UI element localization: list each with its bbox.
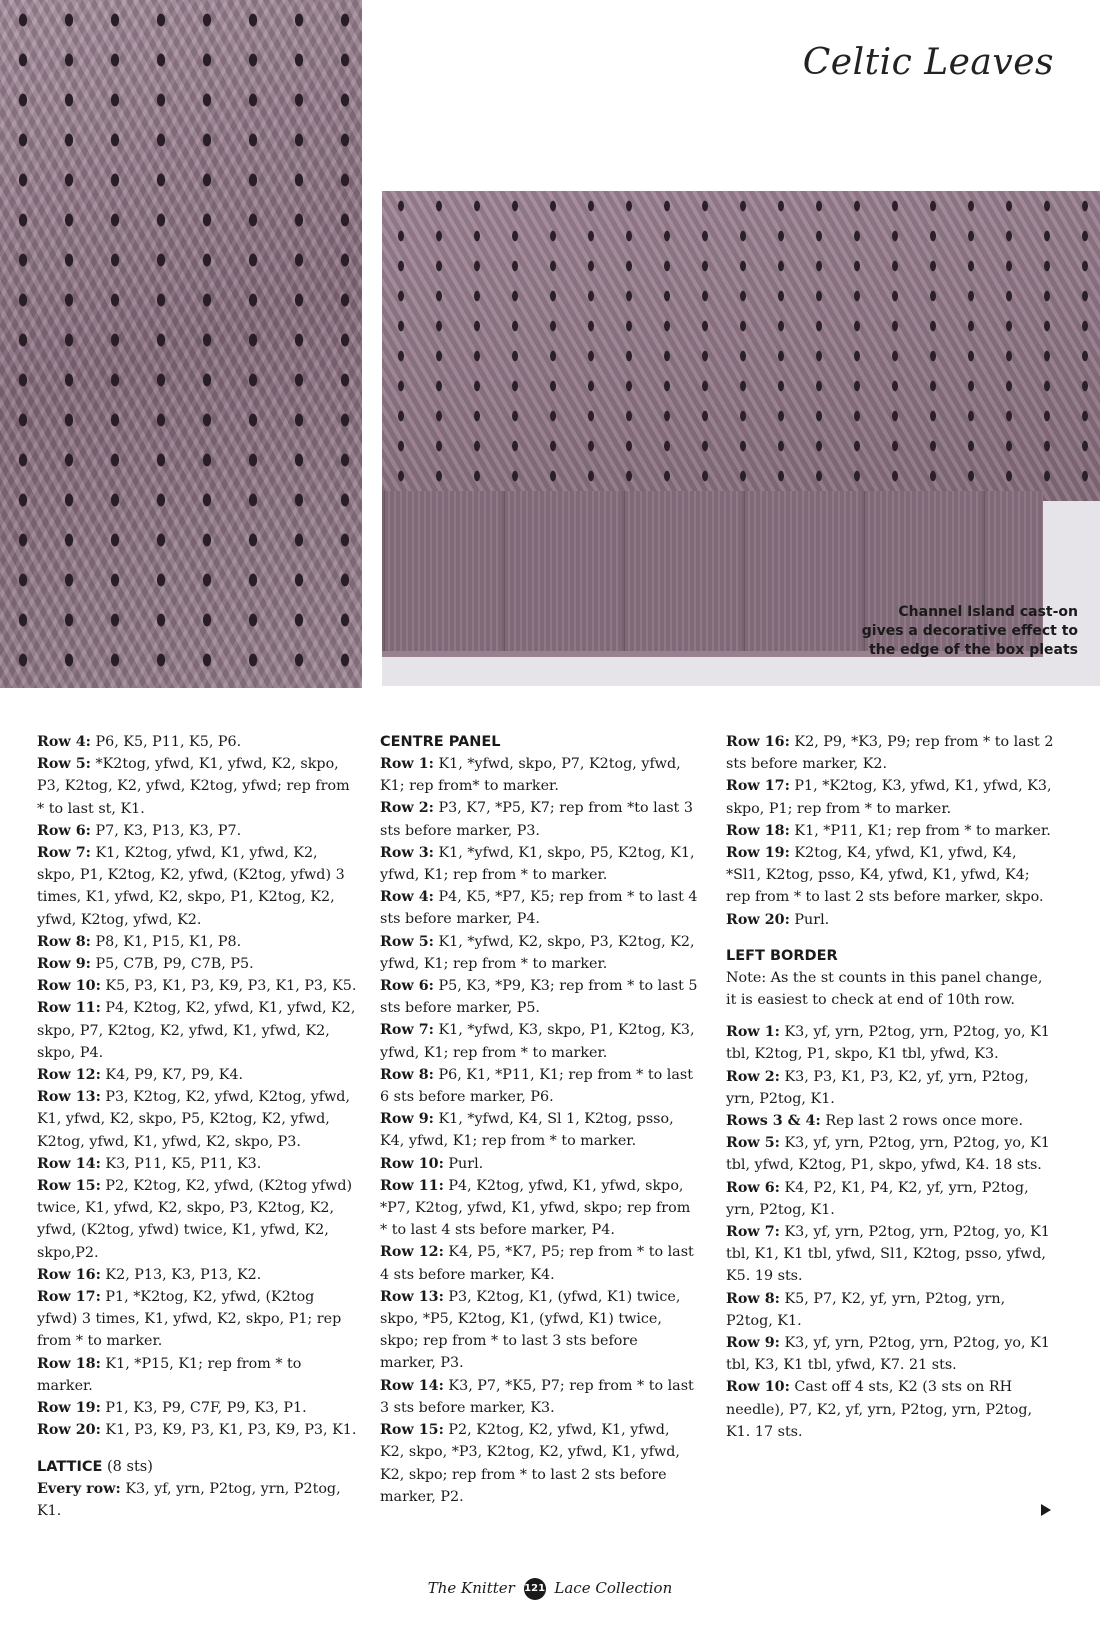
pattern-row [726, 1376, 1056, 1443]
row-label: Row 5: [726, 1135, 780, 1152]
pattern-row [726, 775, 1056, 819]
row-instructions: P2, K2tog, K2, yfwd, (K2tog yfwd) twice, K1, yfwd, K2, skpo, P3, K2tog, K2, yfwd, (K2tog, yfwd) twice, K1, yfwd, K2, skpo,P2. [37, 1178, 353, 1261]
pattern-row [37, 753, 357, 820]
row-label: Row 13: [380, 1288, 444, 1305]
pattern-row [37, 1478, 357, 1522]
row-label: Row 16: [726, 734, 790, 750]
pattern-row [380, 842, 698, 886]
pattern-row [37, 1353, 357, 1397]
row-label: Row 17: [37, 1289, 101, 1306]
section-heading-lattice: LATTICE (8 sts) [37, 1458, 153, 1475]
row-label: Row 12: [380, 1244, 444, 1261]
row-instructions: K1, *yfwd, skpo, P7, K2tog, yfwd, K1; rep from* to marker. [380, 756, 681, 795]
pattern-row [37, 1086, 357, 1153]
pattern-row [37, 953, 357, 975]
text-column-3 [726, 731, 1056, 1443]
row-label: Row 10: [380, 1155, 444, 1172]
row-label: Row 7: [37, 845, 91, 862]
row-label: Row 19: [37, 1400, 101, 1417]
row-instructions: K3, P7, *K5, P7; rep from * to last 3 sts before marker, K3. [380, 1377, 694, 1416]
pattern-row [37, 997, 357, 1064]
pattern-row [380, 797, 698, 841]
row-label: Row 12: [37, 1067, 101, 1084]
row-label: Row 15: [380, 1422, 444, 1439]
section-heading-centre-panel: CENTRE PANEL [380, 734, 501, 750]
pattern-row [726, 1132, 1056, 1176]
row-label: Row 6: [726, 1179, 780, 1196]
pattern-row [380, 1375, 698, 1419]
row-instructions: K1, P3, K9, P3, K1, P3, K9, P3, K1. [100, 1422, 357, 1439]
row-instructions: P8, K1, P15, K1, P8. [90, 933, 242, 950]
row-instructions: P1, *K2tog, K2, yfwd, (K2tog yfwd) 3 times, K1, yfwd, K2, skpo, P1; rep from * to marker. [37, 1289, 342, 1350]
centre-panel-continued-rows [726, 731, 1056, 931]
pattern-row [726, 1110, 1056, 1132]
pattern-row [37, 731, 357, 753]
pattern-row [380, 975, 698, 1019]
row-label: Row 9: [380, 1111, 434, 1128]
row-instructions: K2, P9, *K3, P9; rep from * to last 2 sts before marker, K2. [726, 734, 1054, 773]
row-instructions: P3, K7, *P5, K7; rep from *to last 3 sts before marker, P3. [380, 800, 693, 839]
pattern-row [37, 1419, 357, 1441]
row-instructions: P5, C7B, P9, C7B, P5. [90, 956, 254, 973]
left-border-note: Note: As the st counts in this panel change, it is easiest to check at end of 10th row. [726, 969, 1043, 1009]
row-label: Row 5: [380, 933, 434, 950]
row-instructions: P6, K1, *P11, K1; rep from * to last 6 sts before marker, P6. [380, 1066, 693, 1106]
centre-panel-rows-list [380, 753, 698, 1508]
pattern-row [380, 1175, 698, 1242]
row-instructions: K3, P3, K1, P3, K2, yf, yrn, P2tog, yrn, P2tog, K1. [726, 1068, 1029, 1107]
pattern-row [380, 1286, 698, 1375]
lace-swatch-photo [0, 0, 362, 688]
pattern-row [380, 1064, 698, 1108]
row-instructions: K1, K2tog, yfwd, K1, yfwd, K2, skpo, P1, K2tog, K2, yfwd, (K2tog, yfwd) 3 times, K1, yfwd, K2, skpo, P1, K2tog, K2, yfwd, K2tog, yfwd, K2. [37, 845, 345, 928]
row-instructions: K1, *yfwd, K3, skpo, P1, K2tog, K3, yfwd, K1; rep from * to marker. [380, 1022, 695, 1061]
pattern-row [37, 842, 357, 931]
pattern-row [37, 1153, 357, 1175]
row-label: Row 20: [37, 1422, 101, 1439]
row-instructions: Purl. [443, 1155, 484, 1172]
pattern-row [37, 1397, 357, 1419]
page-number-badge: 121 [524, 1578, 546, 1600]
pattern-row [726, 1221, 1056, 1288]
row-label: Row 10: [37, 978, 101, 995]
pattern-row [380, 1153, 698, 1175]
row-label: Row 20: [726, 911, 790, 928]
row-label: Row 18: [726, 822, 790, 839]
row-label: Row 1: [380, 756, 434, 772]
row-label: Row 4: [380, 889, 434, 906]
footer-collection-name: Lace Collection [554, 1579, 673, 1597]
pattern-row [380, 753, 698, 797]
pattern-row [37, 1286, 357, 1353]
row-instructions: K3, yf, yrn, P2tog, yrn, P2tog, yo, K1 tbl, K1, K1 tbl, yfwd, Sl1, K2tog, psso, yfwd, K5. 19 sts. [726, 1224, 1050, 1285]
row-instructions: K1, *yfwd, K4, Sl 1, K2tog, psso, K4, yfwd, K1; rep from * to marker. [380, 1111, 674, 1150]
row-instructions: Purl. [789, 911, 830, 928]
row-instructions: P7, K3, P13, K3, P7. [90, 822, 242, 839]
row-label: Row 3: [380, 844, 434, 861]
pattern-row [380, 886, 698, 930]
row-instructions: K1, *yfwd, K2, skpo, P3, K2tog, K2, yfwd, K1; rep from * to marker. [380, 933, 695, 972]
row-label: Row 8: [380, 1066, 434, 1083]
row-instructions: P5, K3, *P9, K3; rep from * to last 5 sts before marker, P5. [380, 978, 698, 1017]
row-label: Row 14: [380, 1377, 444, 1394]
page-footer [0, 1578, 1100, 1600]
row-instructions: K5, P7, K2, yf, yrn, P2tog, yrn, P2tog, K1. [726, 1290, 1006, 1329]
row-instructions: K1, *P11, K1; rep from * to marker. [789, 822, 1051, 839]
row-label: Rows 3 & 4: [726, 1113, 821, 1130]
row-label: Row 15: [37, 1178, 101, 1195]
row-label: Row 6: [380, 978, 434, 995]
footer-magazine-name: The Knitter [427, 1579, 515, 1597]
row-instructions: K4, P9, K7, P9, K4. [100, 1067, 244, 1084]
row-instructions: K4, P5, *K7, P5; rep from * to last 4 sts before marker, K4. [380, 1244, 694, 1283]
row-label: Row 2: [380, 800, 434, 817]
row-label: Row 9: [726, 1335, 780, 1352]
pattern-row [726, 842, 1056, 909]
row-instructions: K3, P11, K5, P11, K3. [100, 1155, 262, 1172]
pattern-row [37, 975, 357, 997]
row-label: Row 2: [726, 1068, 780, 1085]
row-label: Row 14: [37, 1155, 101, 1172]
pattern-row [726, 820, 1056, 842]
pattern-row [726, 1288, 1056, 1332]
row-label: Row 6: [37, 822, 91, 839]
row-label: Row 4: [37, 734, 91, 750]
row-label: Row 18: [37, 1355, 101, 1372]
left-border-rows-list [726, 1021, 1056, 1443]
row-instructions: K3, yf, yrn, P2tog, yrn, P2tog, yo, K1 tbl, K2tog, P1, skpo, K1 tbl, yfwd, K3. [726, 1024, 1050, 1063]
pattern-row [380, 1019, 698, 1063]
pattern-row [37, 1064, 357, 1086]
pattern-row [380, 1108, 698, 1152]
row-instructions: K3, yf, yrn, P2tog, yrn, P2tog, yo, K1 tbl, K3, K1 tbl, yfwd, K7. 21 sts. [726, 1335, 1050, 1374]
row-instructions: K4, P2, K1, P4, K2, yf, yrn, P2tog, yrn, P2tog, K1. [726, 1179, 1029, 1218]
photo-lace-area [382, 191, 1100, 501]
row-instructions: P2, K2tog, K2, yfwd, K1, yfwd, K2, skpo, *P3, K2tog, K2, yfwd, K1, yfwd, K2, skpo; rep from * to last 2 sts before marker, P2. [380, 1422, 680, 1505]
text-column-1 [37, 731, 357, 1522]
row-instructions: K1, *yfwd, K1, skpo, P5, K2tog, K1, yfwd, K1; rep from * to marker. [380, 844, 695, 884]
photo-caption: Channel Island cast-on gives a decorative effect to the edge of the box pleats [861, 604, 1078, 658]
pattern-row [726, 909, 1056, 931]
row-label: Row 1: [726, 1024, 780, 1041]
row-instructions: K5, P3, K1, P3, K9, P3, K1, P3, K5. [100, 978, 357, 995]
row-label: Row 5: [37, 756, 91, 773]
pattern-row [726, 1021, 1056, 1065]
pattern-row [726, 1332, 1056, 1376]
row-label: Row 19: [726, 845, 790, 862]
row-label: Row 11: [380, 1177, 444, 1194]
row-instructions: K2tog, K4, yfwd, K1, yfwd, K4, *Sl1, K2tog, psso, K4, yfwd, K1, yfwd, K4; rep from * to last 2 sts before marker, skpo. [726, 845, 1044, 906]
text-column-2 [380, 731, 698, 1508]
row-instructions: K2, P13, K3, P13, K2. [100, 1266, 262, 1283]
row-label: Row 11: [37, 1000, 101, 1017]
row-instructions: Cast off 4 sts, K2 (3 sts on RH needle), P7, K2, yf, yrn, P2tog, yrn, P2tog, K1. 17 sts. [726, 1379, 1033, 1440]
section-heading-left-border: LEFT BORDER [726, 947, 838, 964]
row-instructions: P4, K2tog, yfwd, K1, yfwd, skpo, *P7, K2tog, yfwd, K1, yfwd, skpo; rep from * to last 4 sts before marker, P4. [380, 1177, 691, 1239]
pattern-row [726, 731, 1056, 775]
pattern-row [726, 1066, 1056, 1110]
pattern-row [380, 1419, 698, 1508]
row-instructions: K3, yf, yrn, P2tog, yrn, P2tog, K1. [37, 1480, 341, 1519]
row-label: Row 17: [726, 778, 790, 795]
row-instructions: P6, K5, P11, K5, P6. [90, 734, 242, 750]
row-label: Row 7: [380, 1022, 434, 1039]
pattern-row [37, 1175, 357, 1264]
row-label: Row 10: [726, 1379, 790, 1396]
page-title: Celtic Leaves [802, 42, 1054, 83]
row-label: Row 9: [37, 956, 91, 973]
row-instructions: Rep last 2 rows once more. [820, 1113, 1024, 1130]
continue-arrow-icon [1041, 1504, 1051, 1516]
row-instructions: *K2tog, yfwd, K1, yfwd, K2, skpo, P3, K2tog, K2, yfwd, K2tog, yfwd; rep from * to last st, K1. [37, 756, 350, 817]
row-label: Row 8: [37, 933, 91, 950]
row-instructions: P1, *K2tog, K3, yfwd, K1, yfwd, K3, skpo, P1; rep from * to marker. [726, 778, 1052, 817]
row-label: Row 8: [726, 1290, 780, 1307]
pattern-row [380, 931, 698, 975]
pattern-rows-list [37, 731, 357, 1442]
row-instructions: P3, K2tog, K1, (yfwd, K1) twice, skpo, *P5, K2tog, K1, (yfwd, K1) twice, skpo; rep from * to last 3 sts before marker, P3. [380, 1288, 681, 1372]
row-instructions: P3, K2tog, K2, yfwd, K2tog, yfwd, K1, yfwd, K2, skpo, P5, K2tog, K2, yfwd, K2tog, yfwd, K1, yfwd, K2, skpo, P3. [37, 1089, 350, 1150]
row-instructions: P1, K3, P9, C7F, P9, K3, P1. [100, 1400, 307, 1417]
box-pleat-photo [382, 191, 1100, 686]
row-label: Every row: [37, 1480, 121, 1497]
lattice-rows-list [37, 1478, 357, 1522]
pattern-row [380, 1241, 698, 1285]
row-label: Row 7: [726, 1224, 780, 1241]
pattern-row [726, 1177, 1056, 1221]
pattern-row [37, 931, 357, 953]
pattern-row [37, 1264, 357, 1286]
row-instructions: P4, K5, *P7, K5; rep from * to last 4 sts before marker, P4. [380, 889, 698, 928]
row-label: Row 16: [37, 1266, 101, 1283]
row-instructions: P4, K2tog, K2, yfwd, K1, yfwd, K2, skpo, P7, K2tog, K2, yfwd, K1, yfwd, K2, skpo, P4. [37, 1000, 356, 1061]
row-instructions: K1, *P15, K1; rep from * to marker. [37, 1355, 302, 1394]
row-label: Row 13: [37, 1089, 101, 1106]
pattern-row [37, 820, 357, 842]
row-instructions: K3, yf, yrn, P2tog, yrn, P2tog, yo, K1 tbl, yfwd, K2tog, P1, skpo, yfwd, K4. 18 sts. [726, 1135, 1050, 1174]
